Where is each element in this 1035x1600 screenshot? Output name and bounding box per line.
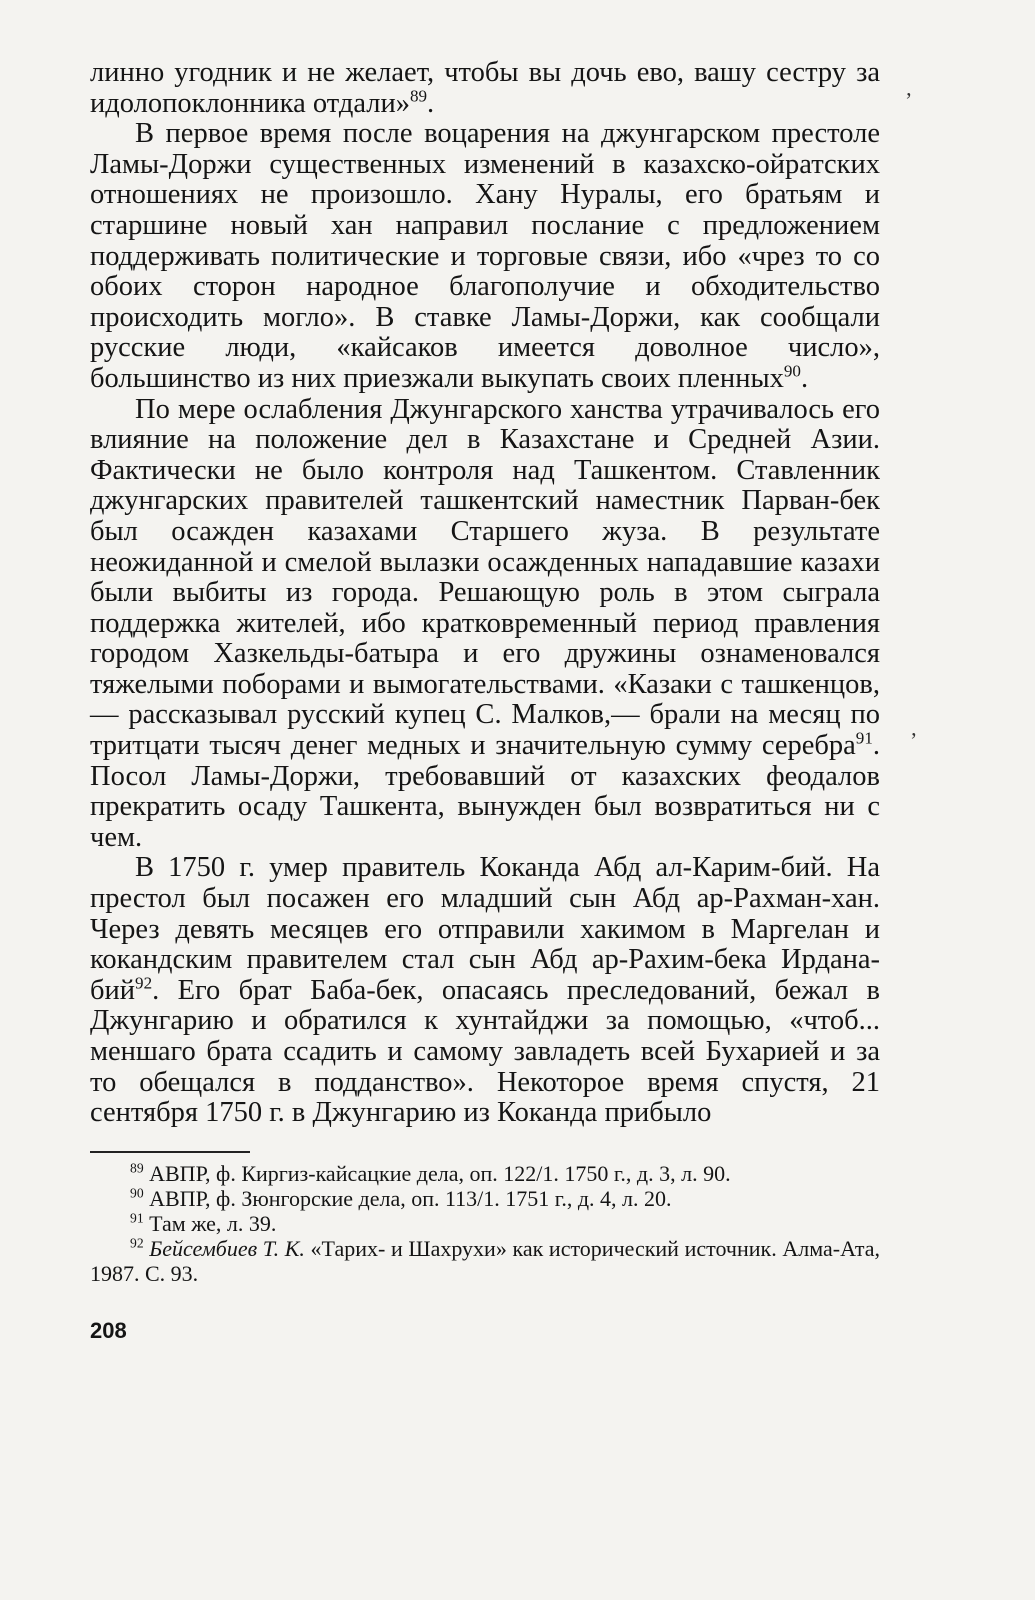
footnote-author: Бейсембиев Т. К. — [149, 1235, 305, 1261]
paragraph: линно угодник и не желает, чтобы вы дочь ево, вашу сестру за идолопоклонника отдали»$^{89}$. — [90, 57, 880, 119]
page-number: 208 — [90, 1317, 127, 1343]
footnote: $^{91}$ Там же, л. 39. — [130, 1210, 277, 1236]
page-body — [90, 58, 880, 1344]
margin-mark: ʼ — [905, 88, 913, 113]
paragraph: В 1750 г. умер правитель Коканда Абд ал-Карим-бий. На престол был посажен его младший сын Абд ар-Рахман-хан. Через девять месяцев его отправили хакимом в Маргелан и кокандским правителем стал сын Абд ар-Рахим-бека Ирдана-бий$^{92}$. Его брат Баба-бек, опасаясь преследований, бежал в Джунгарию и обратился к хунтайджи за помощью, «чтоб... меншаго брата ссадить и самому завладеть всей Бухарией и за то обещался в подданство». Некоторое время спустя, 21 сентября 1750 г. в Джунгарию из Коканда прибыло — [90, 852, 880, 1129]
footnote: $^{90}$ АВПР, ф. Зюнгорские дела, оп. 113/1. 1751 г., д. 4, л. 20. — [130, 1185, 672, 1211]
footnote-ref: 91 — [855, 728, 873, 748]
paragraph: В первое время после воцарения на джунгарском престоле Ламы-Доржи существенных изменений в казахско-ойратских отношениях не произошло. Хану Нуралы, его братьям и старшине новый хан направил послание с предложением поддерживать политические и торговые связи, ибо «чрез то со обоих сторон народное благополучие и обходительство происходить могло». В ставке Ламы-Доржи, как сообщали русские люди, «кайсаков имеется доволное число», большинство из них приезжали выкупать своих пленных$^{90}$. — [90, 118, 880, 394]
footnote-number: 90 — [130, 1185, 144, 1201]
paragraph: По мере ослабления Джунгарского ханства утрачивалось его влияние на положение дел в Казахстане и Средней Азии. Фактически не было контроля над Ташкентом. Ставленник джунгарских правителей ташкентский наместник Парван-бек был осажден казахами Старшего жуза. В результате неожиданной и смелой вылазки осажденных нападавшие казахи были выбиты из города. Решающую роль в этом сыграла поддержка жителей, ибо кратковременный период правления городом Хазкельды-батыра и его дружины ознаменовался тяжелыми поборами и вымогательствами. «Казаки с ташкенцов,— рассказывал русский купец С. Малков,— брали на месяц по тритцати тысяч денег медных и значительную сумму серебра$^{91}$. Посол Ламы-Доржи, требовавший от казахских феодалов прекратить осаду Ташкента, вынужден был возвратиться ни с чем. — [90, 393, 880, 853]
footnote-divider — [90, 1151, 250, 1153]
footnote: $^{89}$ АВПР, ф. Киргиз-кайсацкие дела, оп. 122/1. 1750 г., д. 3, л. 90. — [130, 1160, 731, 1186]
main-text — [90, 58, 880, 1129]
footnote-ref: 89 — [409, 86, 428, 106]
margin-mark: ʼ — [910, 728, 918, 753]
footnote-ref: 92 — [135, 973, 153, 993]
footnote: $^{92}$ Бейсембиев Т. К. «Тарих- и Шахрухи» как исторический источник. Алма-Ата, 1987. С. 93. — [90, 1235, 881, 1286]
footnote-ref: 90 — [783, 361, 801, 381]
footnotes — [90, 1161, 880, 1286]
footnote-number: 91 — [130, 1210, 144, 1226]
footnote-number: 89 — [130, 1160, 144, 1176]
footnote-number: 92 — [130, 1235, 144, 1251]
